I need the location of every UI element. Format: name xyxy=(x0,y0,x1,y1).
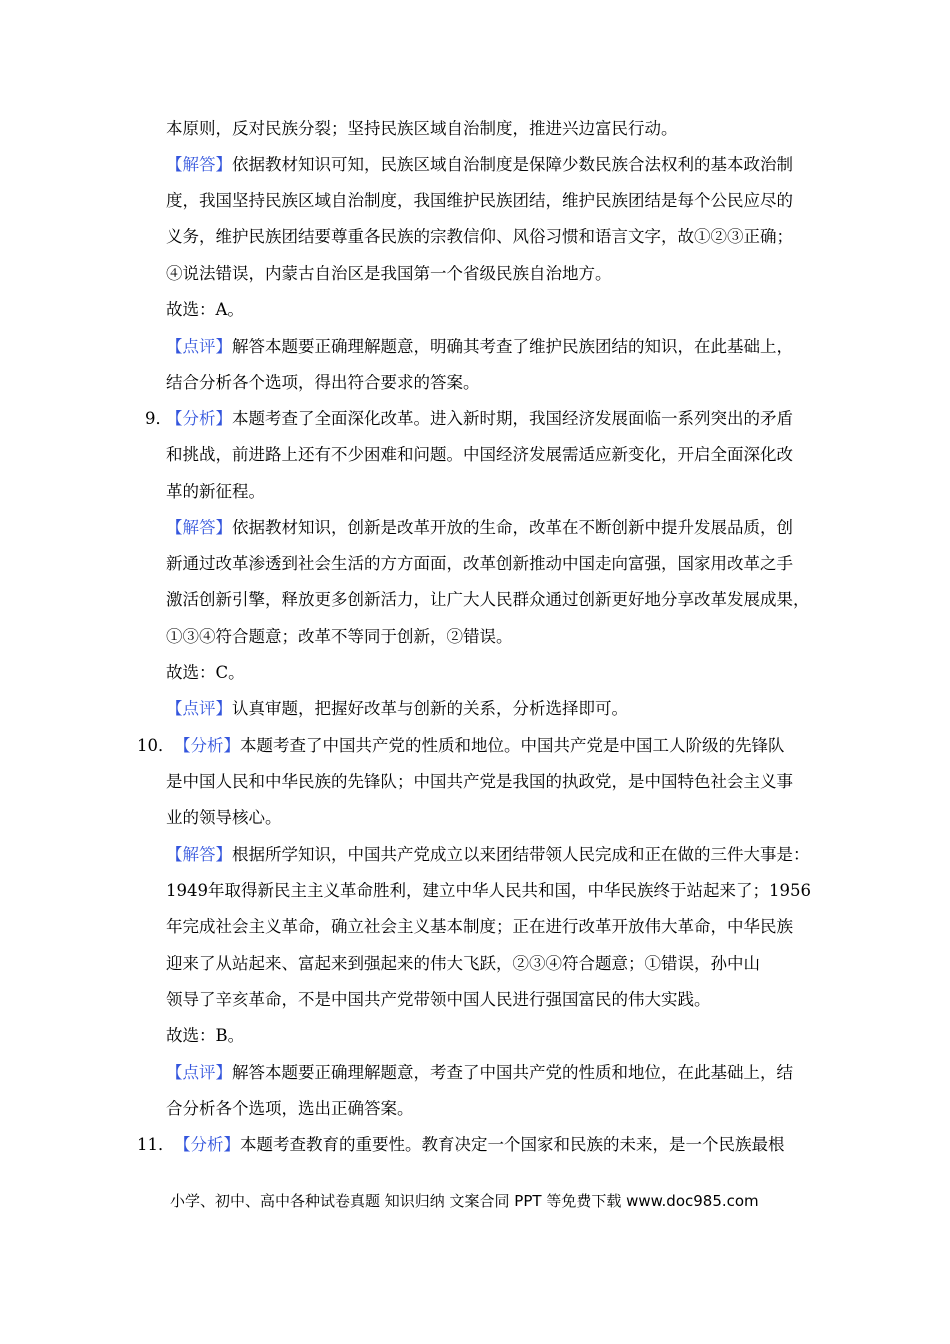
q8-answer-line-1: 【解答】依据教材知识可知，民族区域自治制度是保障少数民族合法权利的基本政治制 xyxy=(166,155,793,174)
analysis-tag: 【分析】 xyxy=(166,409,232,428)
answer-tag: 【解答】 xyxy=(166,518,232,537)
q8-answer-line-4: ④说法错误，内蒙古自治区是我国第一个省级民族自治地方。 xyxy=(166,264,612,283)
q8-continuation-line: 本原则，反对民族分裂；坚持民族区域自治制度，推进兴边富民行动。 xyxy=(166,119,678,138)
comment-tag: 【点评】 xyxy=(166,337,232,356)
q9-choice: 故选：C。 xyxy=(166,663,245,682)
analysis-tag: 【分析】 xyxy=(174,736,240,755)
q10-number: 10． xyxy=(137,736,175,755)
q10-answer-line-1: 【解答】根据所学知识，中国共产党成立以来团结带领人民完成和正在做的三件大事是： xyxy=(166,845,810,864)
q8-comment-line-1: 【点评】解答本题要正确理解题意，明确其考查了维护民族团结的知识，在此基础上， xyxy=(166,337,793,356)
q9-answer-line-4: ①③④符合题意；改革不等同于创新，②错误。 xyxy=(166,627,513,646)
q11-number: 11． xyxy=(137,1135,175,1154)
analysis-tag: 【分析】 xyxy=(174,1135,240,1154)
q8-choice: 故选：A。 xyxy=(166,300,244,319)
q9-answer-line-3: 激活创新引擎，释放更多创新活力，让广大人民群众通过创新更好地分享改革发展成果， xyxy=(166,590,810,609)
q10-analysis-line-2: 是中国人民和中华民族的先锋队；中国共产党是我国的执政党，是中国特色社会主义事 xyxy=(166,772,793,791)
q10-choice: 故选：B。 xyxy=(166,1026,245,1045)
q9-answer-line-1: 【解答】依据教材知识，创新是改革开放的生命，改革在不断创新中提升发展品质，创 xyxy=(166,518,793,537)
page-footer: 小学、初中、高中各种试卷真题 知识归纳 文案合同 PPT 等免费下载 www.doc985.com xyxy=(170,1192,759,1210)
q10-analysis-line-1: 【分析】本题考查了中国共产党的性质和地位。中国共产党是中国工人阶级的先锋队 xyxy=(174,736,785,755)
q9-analysis-line-2: 和挑战，前进路上还有不少困难和问题。中国经济发展需适应新变化，开启全面深化改 xyxy=(166,445,793,464)
q9-analysis-line-3: 革的新征程。 xyxy=(166,482,265,501)
q9-analysis-line-1: 【分析】本题考查了全面深化改革。进入新时期，我国经济发展面临一系列突出的矛盾 xyxy=(166,409,793,428)
q11-analysis-line-1: 【分析】本题考查教育的重要性。教育决定一个国家和民族的未来，是一个民族最根 xyxy=(174,1135,785,1154)
q9-comment-line-1: 【点评】认真审题，把握好改革与创新的关系，分析选择即可。 xyxy=(166,699,628,718)
q10-answer-line-5: 领导了辛亥革命，不是中国共产党带领中国人民进行强国富民的伟大实践。 xyxy=(166,990,711,1009)
q10-answer-line-4: 迎来了从站起来、富起来到强起来的伟大飞跃，②③④符合题意；①错误，孙中山 xyxy=(166,954,760,973)
q10-answer-line-2: 1949年取得新民主主义革命胜利，建立中华人民共和国，中华民族终于站起来了；1956 xyxy=(166,881,811,900)
q10-comment-line-1: 【点评】解答本题要正确理解题意，考查了中国共产党的性质和地位，在此基础上，结 xyxy=(166,1063,793,1082)
comment-tag: 【点评】 xyxy=(166,1063,232,1082)
q10-comment-line-2: 合分析各个选项，选出正确答案。 xyxy=(166,1099,414,1118)
answer-tag: 【解答】 xyxy=(166,155,232,174)
q10-analysis-line-3: 业的领导核心。 xyxy=(166,808,282,827)
q10-answer-line-3: 年完成社会主义革命，确立社会主义基本制度；正在进行改革开放伟大革命，中华民族 xyxy=(166,917,793,936)
q8-comment-line-2: 结合分析各个选项，得出符合要求的答案。 xyxy=(166,373,480,392)
q8-answer-line-2: 度，我国坚持民族区域自治制度，我国维护民族团结，维护民族团结是每个公民应尽的 xyxy=(166,191,793,210)
q9-answer-line-2: 新通过改革渗透到社会生活的方方面面，改革创新推动中国走向富强，国家用改革之手 xyxy=(166,554,793,573)
answer-tag: 【解答】 xyxy=(166,845,232,864)
q9-number: 9． xyxy=(145,409,172,428)
comment-tag: 【点评】 xyxy=(166,699,232,718)
q8-answer-line-3: 义务，维护民族团结要尊重各民族的宗教信仰、风俗习惯和语言文字，故①②③正确； xyxy=(166,227,793,246)
